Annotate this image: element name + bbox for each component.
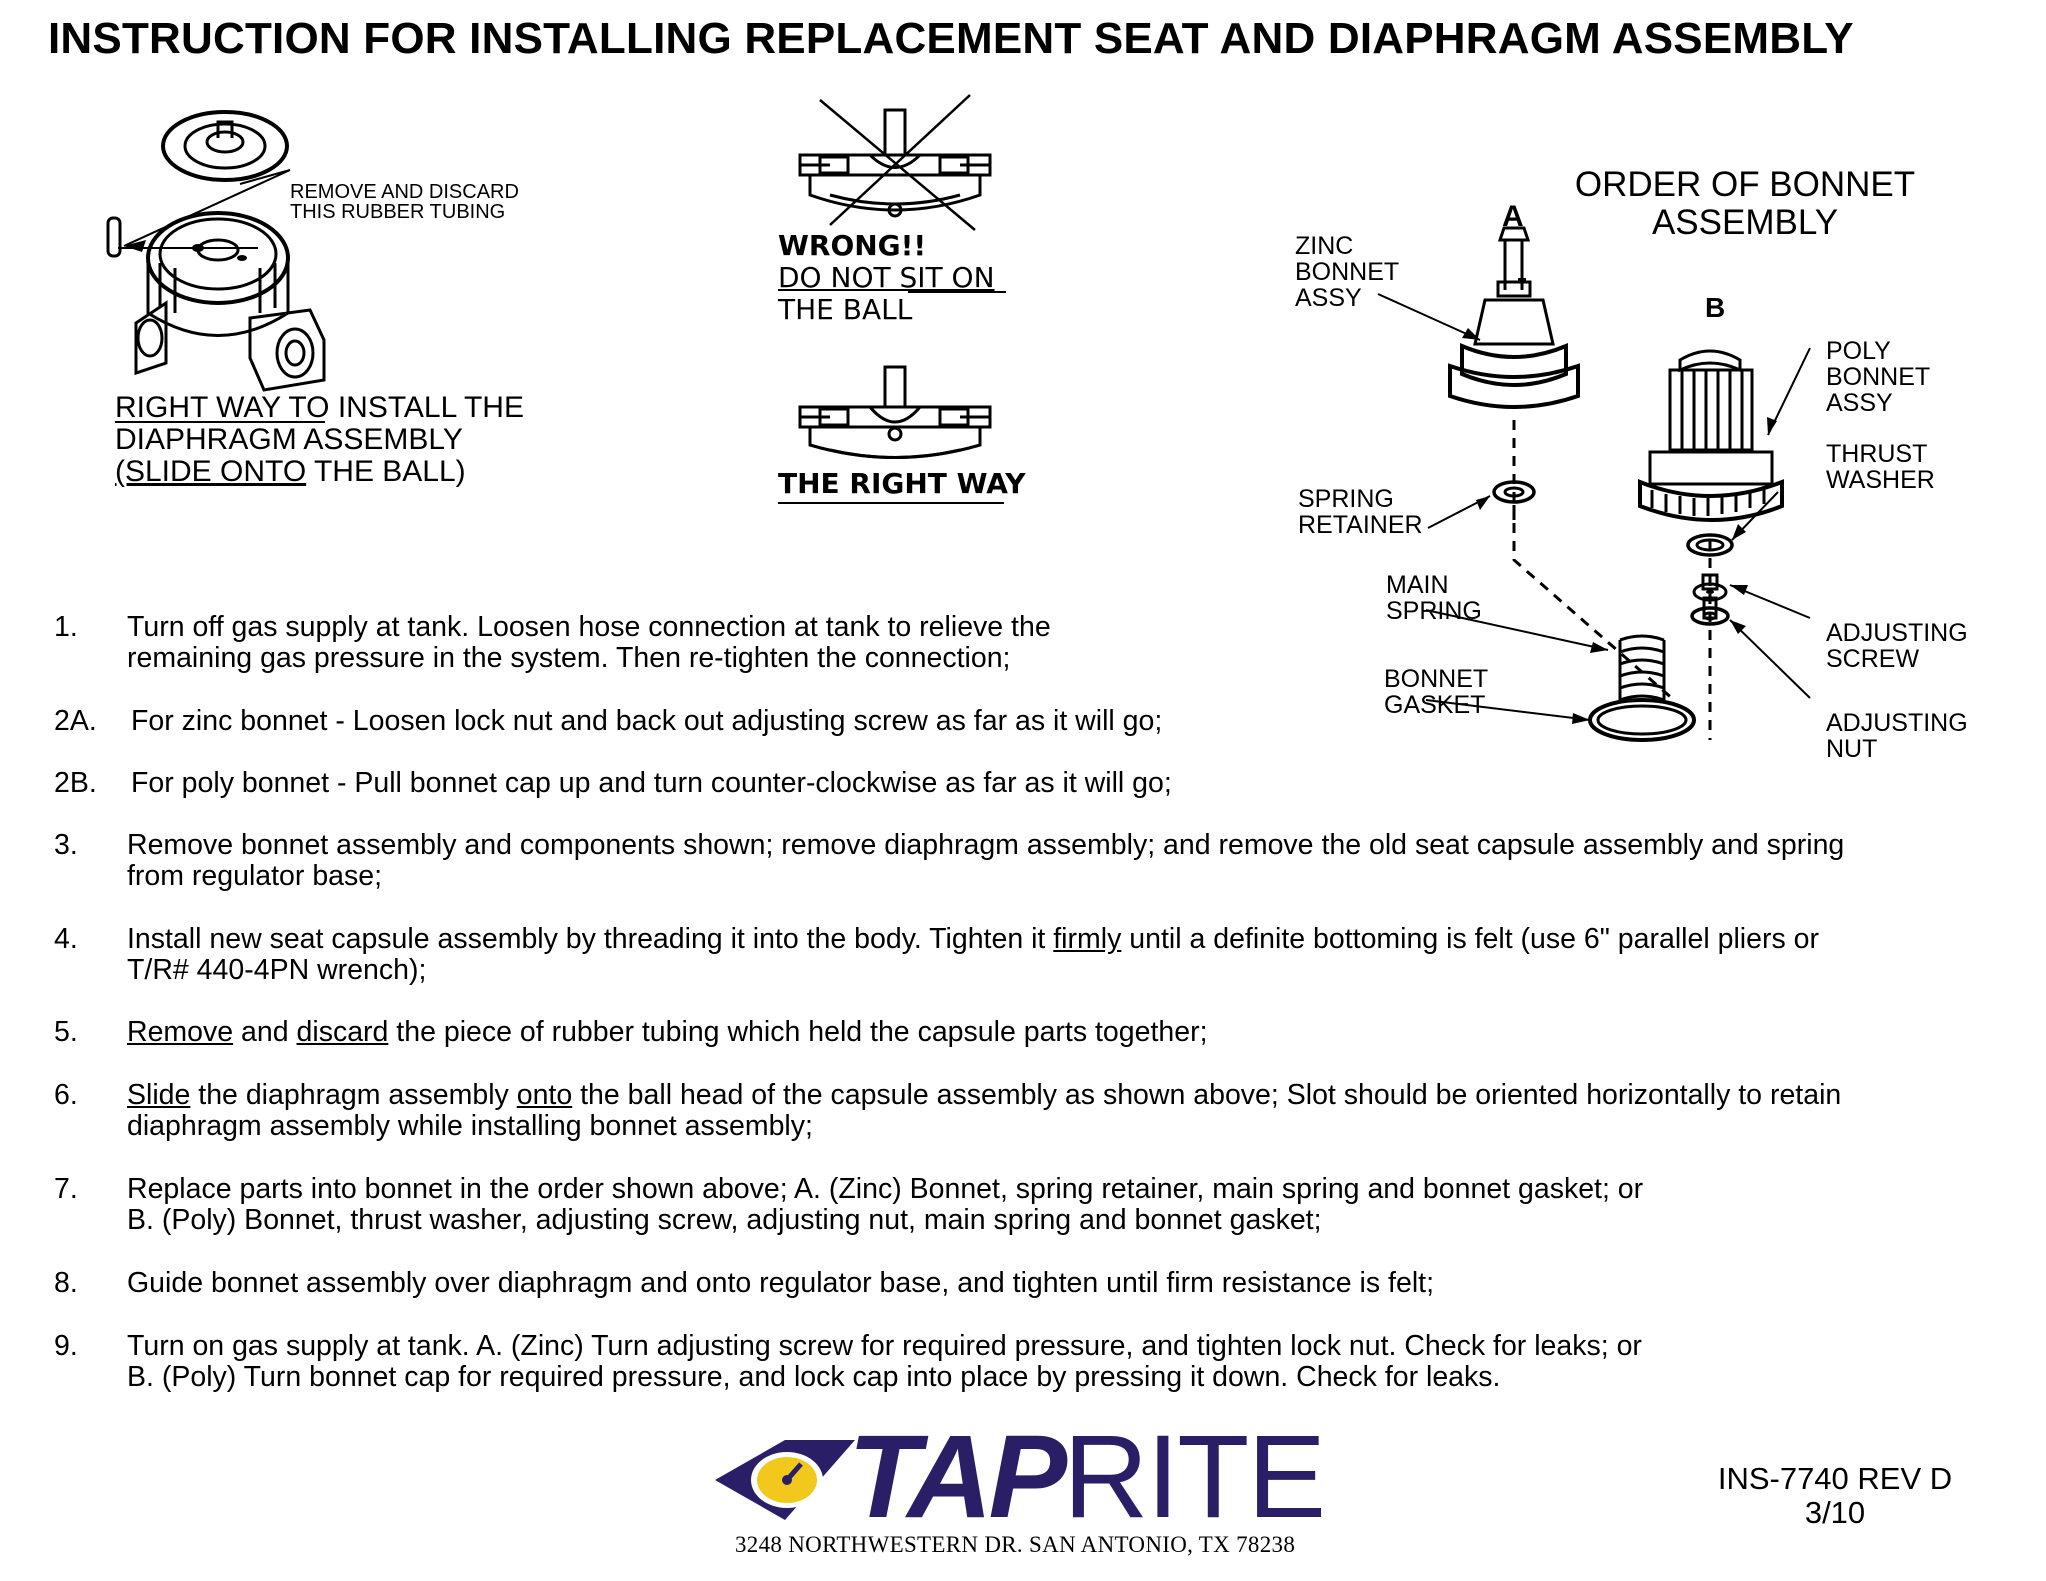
step-text-line: B. (Poly) Bonnet, thrust washer, adjusting screw, adjusting nut, main spring and bonnet gasket;	[127, 1204, 1322, 1236]
step-text-line: diaphragm assembly while installing bonnet assembly;	[127, 1110, 813, 1142]
marker-a: A	[1502, 200, 1524, 233]
page-title: INSTRUCTION FOR INSTALLING REPLACEMENT SEAT AND DIAPHRAGM ASSEMBLY	[48, 14, 1854, 63]
step-number: 4.	[54, 923, 78, 955]
logo-tap: TAP	[848, 1411, 1064, 1543]
zinc-label-1: ZINC	[1295, 232, 1354, 260]
step-number: 2A.	[54, 705, 97, 737]
step-text-line: Replace parts into bonnet in the order shown above; A. (Zinc) Bonnet, spring retainer, main spring and bonnet gasket; or	[127, 1173, 1644, 1205]
step-text: the diaphragm assembly	[190, 1079, 517, 1111]
step-number: 2B.	[54, 767, 97, 799]
step-text-line: Guide bonnet assembly over diaphragm and onto regulator base, and tighten until firm resistance is felt;	[127, 1267, 1434, 1299]
step-text-line: remaining gas pressure in the system. Then re-tighten the connection;	[127, 642, 1011, 674]
doc-code: INS-7740 REV D	[1717, 1461, 1953, 1496]
zinc-label-3: ASSY	[1295, 284, 1362, 312]
poly-label-2: BONNET	[1826, 363, 1931, 391]
right-way-illustration	[790, 362, 1000, 472]
left-caption-line-1: RIGHT WAY TO INSTALL THE	[115, 391, 524, 424]
gasket-label-1: BONNET	[1384, 665, 1489, 693]
adj-screw-label-1: ADJUSTING	[1826, 619, 1968, 647]
right-way-label: THE RIGHT WAY	[778, 467, 1026, 500]
company-address: 3248 NORTHWESTERN DR. SAN ANTONIO, TX 78238	[735, 1532, 1296, 1557]
thrust-label-1: THRUST	[1826, 440, 1928, 468]
step-text: until a definite bottoming is felt (use 6" parallel pliers or	[1121, 923, 1819, 955]
step-number: 9.	[54, 1330, 78, 1362]
caption-underlines	[115, 420, 435, 492]
step-emphasis: Slide	[127, 1079, 191, 1111]
tubing-label-line-1: REMOVE AND DISCARD	[290, 181, 519, 203]
zinc-label-2: BONNET	[1295, 258, 1400, 286]
taprite-logo-text	[848, 1411, 1325, 1543]
step-number: 6.	[54, 1079, 78, 1111]
step-number: 8.	[54, 1267, 78, 1299]
wrong-label: WRONG!!	[778, 229, 927, 262]
step-emphasis: firmly	[1053, 923, 1122, 955]
spring-retainer-label	[1298, 486, 1423, 538]
step-number: 5.	[54, 1016, 78, 1048]
step-emphasis: onto	[516, 1079, 573, 1111]
main-spring-label-2: SPRING	[1386, 597, 1482, 625]
document-id	[1690, 1462, 1980, 1530]
poly-bonnet-label	[1826, 338, 1930, 416]
poly-label-3: ASSY	[1826, 389, 1893, 417]
regulator-illustration	[100, 108, 340, 398]
right-way-underline	[778, 501, 1008, 505]
step-text: the piece of rubber tubing which held the capsule parts together;	[388, 1016, 1208, 1048]
logo-rite: RITE	[1063, 1411, 1325, 1543]
adj-screw-label-2: SCREW	[1826, 645, 1920, 673]
spring-ret-label-1: SPRING	[1298, 485, 1394, 513]
step-text-line: B. (Poly) Turn bonnet cap for required pressure, and lock cap into place by pressing it down. Check for leaks.	[127, 1361, 1501, 1393]
bonnet-heading-line-2: ASSEMBLY	[1651, 203, 1839, 242]
caption-rest: THE BALL)	[306, 455, 466, 488]
step-emphasis: discard	[296, 1016, 389, 1048]
step-text-line: from regulator base;	[127, 860, 383, 892]
wrong-way-illustration	[790, 95, 1000, 235]
gasket-label-2: GASKET	[1384, 691, 1486, 719]
step-text-line: For zinc bonnet - Loosen lock nut and back out adjusting screw as far as it will go;	[131, 705, 1163, 737]
doc-date: 3/10	[1804, 1495, 1866, 1530]
main-spring-label-1: MAIN	[1386, 571, 1449, 599]
step-text-line: Turn off gas supply at tank. Loosen hose connection at tank to relieve the	[127, 611, 1051, 643]
step-number: 7.	[54, 1173, 78, 1205]
step-text-line: Turn on gas supply at tank. A. (Zinc) Turn adjusting screw for required pressure, and tighten lock nut. Check for leaks; or	[127, 1330, 1642, 1362]
zinc-bonnet-label	[1295, 233, 1399, 311]
wrong-label-line-3: THE BALL	[778, 293, 913, 326]
step-number: 1.	[54, 611, 78, 643]
wrong-underline	[778, 290, 1008, 294]
spring-ret-label-2: RETAINER	[1298, 511, 1423, 539]
thrust-washer-label	[1826, 441, 1935, 493]
adj-nut-label-1: ADJUSTING	[1826, 709, 1968, 737]
taprite-logo-mark	[715, 1440, 855, 1520]
wrong-label-line-2: DO NOT SIT ON	[778, 261, 995, 294]
step-text-line: For poly bonnet - Pull bonnet cap up and turn counter-clockwise as far as it will go;	[131, 767, 1172, 799]
step-text: Install new seat capsule assembly by threading it into the body. Tighten it	[127, 923, 1054, 955]
marker-b: B	[1705, 292, 1726, 323]
step-number: 3.	[54, 829, 78, 861]
adj-nut-label-2: NUT	[1826, 735, 1878, 763]
step-text: and	[233, 1016, 297, 1048]
left-caption-line-2: DIAPHRAGM ASSEMBLY	[115, 423, 463, 456]
tubing-label-line-2: THIS RUBBER TUBING	[290, 201, 506, 223]
thrust-label-2: WASHER	[1826, 466, 1935, 494]
step-emphasis: Remove	[127, 1016, 234, 1048]
step-text-line: Remove bonnet assembly and components shown; remove diaphragm assembly; and remove the old seat capsule assembly and spring	[127, 829, 1845, 861]
bonnet-heading-line-1: ORDER OF BONNET	[1574, 165, 1916, 204]
step-text: the ball head of the capsule assembly as shown above; Slot should be oriented horizontally to retain	[572, 1079, 1842, 1111]
step-text-line: T/R# 440-4PN wrench);	[127, 954, 427, 986]
caption-underlined: (SLIDE ONTO	[115, 455, 307, 488]
poly-label-1: POLY	[1826, 337, 1891, 365]
